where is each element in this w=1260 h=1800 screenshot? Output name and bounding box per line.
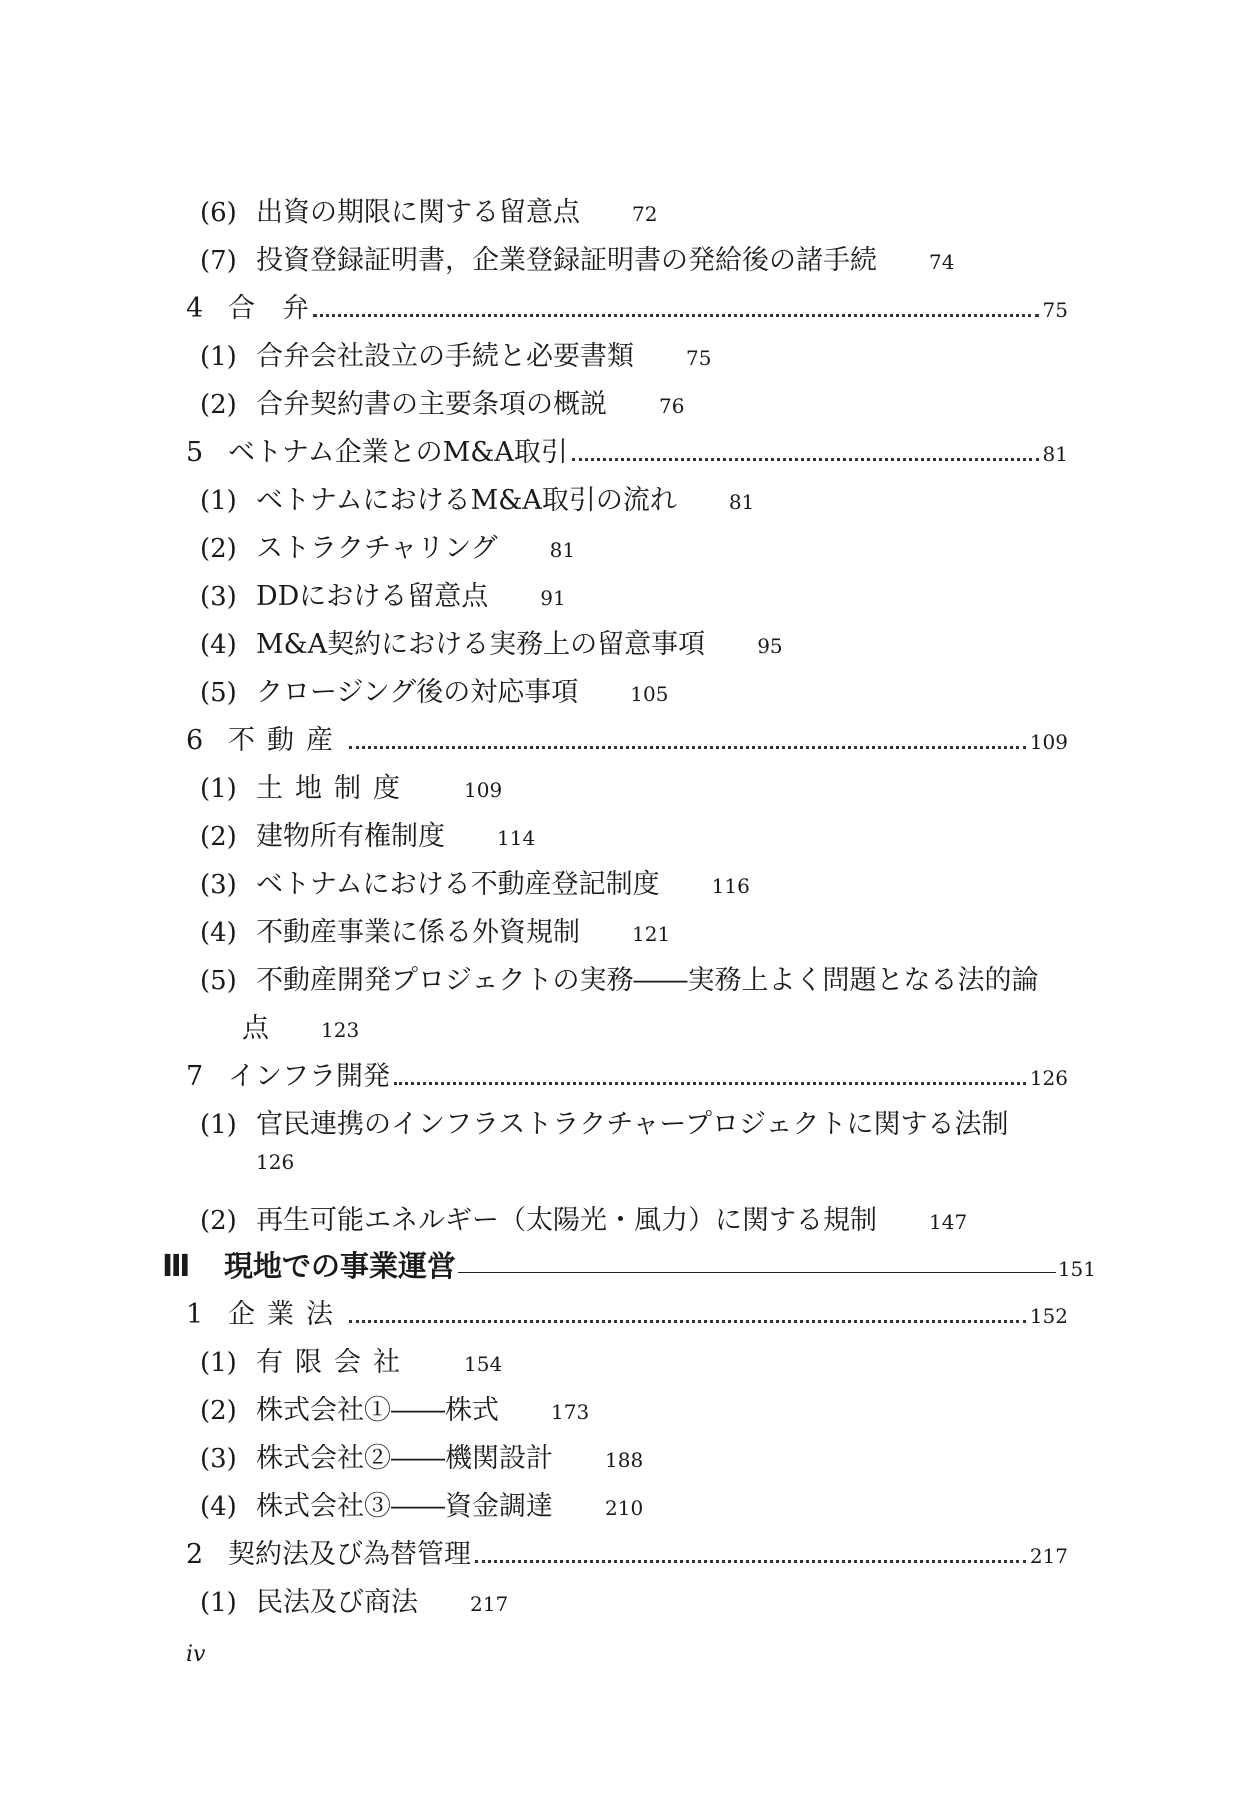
section-number: 5 [186, 437, 204, 468]
toc-section[interactable] [186, 1532, 1068, 1571]
toc-section[interactable] [186, 1292, 1068, 1331]
part-page: 151 [1057, 1257, 1096, 1281]
entry-page: 91 [540, 586, 566, 610]
entry-title: 株式会社②――機関設計 [256, 1443, 553, 1474]
toc-subentry[interactable] [200, 910, 670, 949]
section-page: 152 [1029, 1304, 1068, 1328]
entry-number: (4) [200, 918, 237, 948]
section-number: 4 [186, 293, 204, 324]
entry-number: (4) [200, 1492, 237, 1522]
section-title: インフラ開発 [228, 1061, 390, 1092]
entry-number: (3) [200, 870, 237, 900]
toc-subentry[interactable] [200, 238, 954, 277]
entry-number: (5) [200, 966, 237, 996]
entry-page: 123 [321, 1018, 360, 1042]
entry-page: 116 [711, 874, 750, 898]
entry-title: 不動産事業に係る外資規制 [256, 917, 580, 948]
entry-page: 81 [728, 490, 755, 514]
toc-subentry[interactable] [200, 1580, 508, 1619]
section-page: 81 [1042, 442, 1068, 466]
entry-number: (1) [200, 1588, 237, 1618]
entry-page: 210 [605, 1496, 644, 1520]
toc-subentry[interactable] [200, 862, 750, 901]
entry-number: (1) [200, 774, 237, 804]
leader-dots [394, 1082, 1026, 1085]
entry-title: ベトナムにおける不動産登記制度 [256, 869, 660, 900]
toc-subentry[interactable] [200, 334, 711, 373]
entry-number: (3) [200, 582, 237, 612]
entry-number: (2) [200, 1206, 237, 1236]
section-title: 不動産 [228, 725, 345, 756]
entry-page: 81 [549, 538, 576, 562]
toc-section[interactable] [186, 286, 1068, 325]
toc-subentry[interactable] [200, 1388, 589, 1427]
entry-page: 72 [632, 202, 658, 226]
toc-subentry[interactable] [200, 1436, 643, 1475]
toc-subentry-continuation[interactable] [242, 1006, 359, 1045]
entry-title: M&A契約における実務上の留意事項 [256, 629, 706, 660]
entry-title: 合弁契約書の主要条項の概説 [256, 389, 607, 420]
section-page: 75 [1042, 298, 1068, 322]
leader-dots [572, 458, 1039, 461]
leader-dots [313, 314, 1039, 317]
entry-number: (2) [200, 1396, 237, 1426]
entry-number: (1) [200, 1110, 237, 1140]
entry-number: (7) [200, 246, 237, 276]
toc-subentry[interactable] [200, 814, 535, 853]
section-title: 契約法及び為替管理 [228, 1539, 471, 1570]
entry-title: 出資の期限に関する留意点 [256, 197, 580, 228]
toc-subentry[interactable] [200, 1102, 1009, 1141]
entry-title: 株式会社①――株式 [256, 1395, 499, 1426]
entry-title: 官民連携のインフラストラクチャープロジェクトに関する法制 [256, 1109, 1009, 1140]
entry-number: (3) [200, 1444, 237, 1474]
entry-page: 121 [632, 922, 671, 946]
entry-page: 76 [659, 394, 685, 418]
toc-subentry[interactable] [200, 1340, 502, 1379]
entry-title: 株式会社③――資金調達 [256, 1491, 553, 1522]
entry-title: ベトナムにおけるM&A取引の流れ [256, 485, 677, 516]
section-number: 2 [186, 1539, 204, 1570]
entry-title: ストラクチャリング [256, 533, 498, 564]
section-title: 合 弁 [228, 293, 309, 324]
toc-subentry[interactable] [200, 1198, 967, 1237]
entry-page: 126 [256, 1150, 295, 1174]
toc-subentry[interactable] [200, 190, 657, 229]
leader-dots [475, 1560, 1026, 1563]
toc-subentry[interactable] [200, 1484, 643, 1523]
entry-page: 74 [929, 250, 955, 274]
toc-subentry[interactable] [200, 574, 566, 613]
entry-title: 民法及び商法 [256, 1587, 418, 1618]
entry-number: (2) [200, 390, 237, 420]
entry-title-continued: 点 [242, 1013, 269, 1044]
entry-page: 154 [464, 1352, 503, 1376]
toc-subentry[interactable] [200, 766, 502, 805]
entry-number: (1) [200, 1348, 237, 1378]
part-number: Ⅲ [162, 1249, 191, 1284]
entry-title: DDにおける留意点 [256, 581, 489, 612]
toc-subentry[interactable] [200, 526, 575, 565]
section-page: 126 [1029, 1066, 1068, 1090]
entry-number: (1) [200, 342, 237, 372]
toc-subentry-continuation[interactable] [256, 1150, 294, 1174]
toc-subentry[interactable] [200, 382, 684, 421]
entry-page: 173 [551, 1400, 590, 1424]
entry-number: (5) [200, 678, 237, 708]
entry-page: 95 [757, 634, 783, 658]
section-title: 企業法 [228, 1299, 345, 1330]
toc-part-heading[interactable] [162, 1244, 1096, 1285]
leader-line [458, 1272, 1056, 1273]
section-number: 6 [186, 725, 204, 756]
entry-title: クロージング後の対応事項 [256, 677, 579, 708]
entry-number: (1) [200, 486, 237, 516]
entry-title: 合弁会社設立の手続と必要書類 [256, 341, 634, 372]
toc-subentry[interactable] [200, 670, 668, 709]
entry-title: 建物所有権制度 [256, 821, 445, 852]
entry-number: (6) [200, 198, 237, 228]
entry-page: 114 [497, 826, 536, 850]
section-number: 1 [186, 1299, 204, 1330]
entry-number: (2) [200, 822, 237, 852]
entry-title: 有限会社 [256, 1347, 412, 1378]
toc-subentry[interactable] [200, 958, 1038, 997]
entry-title: 再生可能エネルギー（太陽光・風力）に関する規制 [256, 1205, 877, 1236]
entry-number: (2) [200, 534, 237, 564]
entry-title: 土地制度 [256, 773, 412, 804]
entry-page: 75 [686, 346, 712, 370]
toc-section[interactable] [186, 1054, 1068, 1093]
section-number: 7 [186, 1061, 204, 1092]
entry-title: 投資登録証明書，企業登録証明書の発給後の諸手続 [256, 245, 877, 276]
entry-title: 不動産開発プロジェクトの実務――実務上よく問題となる法的論 [256, 965, 1039, 996]
section-page: 217 [1029, 1544, 1068, 1568]
entry-page: 105 [630, 682, 669, 706]
entry-page: 147 [929, 1210, 968, 1234]
toc-section[interactable] [186, 718, 1068, 757]
entry-page: 109 [464, 778, 503, 802]
entry-number: (4) [200, 630, 237, 660]
entry-page: 217 [470, 1592, 509, 1616]
leader-dots [349, 1320, 1026, 1323]
page-folio: iv [186, 1642, 206, 1667]
part-title: 現地での事業運営 [224, 1249, 457, 1283]
toc-subentry[interactable] [200, 478, 754, 517]
toc-subentry[interactable] [200, 622, 783, 661]
toc-section[interactable] [186, 430, 1068, 469]
leader-dots [349, 746, 1026, 749]
entry-page: 188 [605, 1448, 644, 1472]
section-page: 109 [1029, 730, 1068, 754]
section-title: ベトナム企業とのM&A取引 [228, 437, 568, 468]
